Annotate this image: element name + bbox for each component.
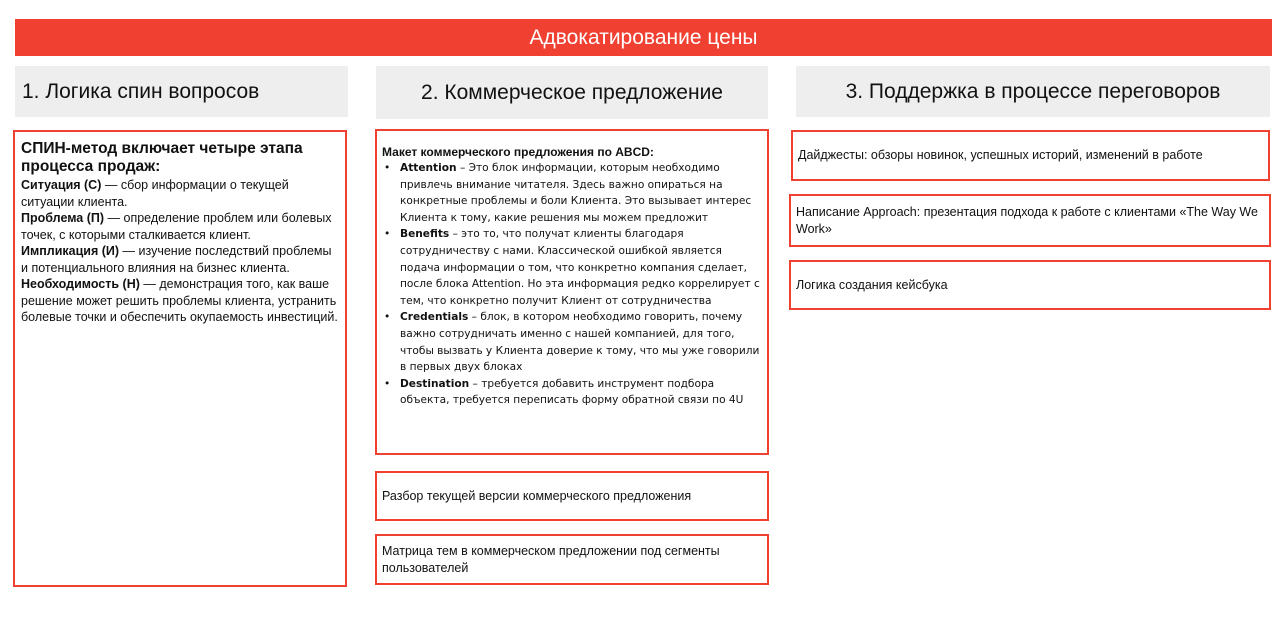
abcd-term: Attention [400, 162, 457, 174]
spin-title: СПИН-метод включает четыре этапа процесса продаж: [21, 140, 303, 175]
list-item [382, 309, 761, 375]
list-item [382, 226, 761, 309]
spin-term: Импликация (И) [21, 244, 120, 258]
abcd-text: – Это блок информации, которым необходимо привлечь внимание читателя. Здесь важно опираться на конкретные проблемы и боли Клиента. Это вызывает интерес Клиента к тому, какие решения мы можем предложит [400, 162, 752, 224]
spin-text: — демонстрация того, как ваше решение может решить проблемы клиента, устранить болевые точки и обеспечить окупаемость инвестиций. [21, 277, 338, 324]
spin-text: — сбор информации о текущей ситуации клиента. [21, 178, 289, 209]
abcd-title: Макет коммерческого предложения по ABCD: [382, 145, 654, 159]
abcd-term: Destination [400, 377, 470, 390]
spin-item [21, 177, 339, 210]
bullet-icon: • [384, 311, 391, 324]
topic-matrix-box [375, 534, 769, 585]
spin-term: Ситуация (С) [21, 178, 102, 192]
abcd-list [382, 160, 761, 409]
column-header-spin: 1. Логика спин вопросов [15, 66, 348, 117]
offer-review-text: Разбор текущей версии коммерческого предложения [382, 488, 692, 503]
topic-matrix-text: Матрица тем в коммерческом предложении под сегменты пользователей [382, 543, 720, 575]
digests-box [791, 130, 1270, 181]
abcd-term: Benefits [400, 228, 450, 241]
column-header-support: 3. Поддержка в процессе переговоров [796, 66, 1270, 117]
spin-term: Необходимость (Н) [21, 277, 140, 291]
spin-item [21, 243, 339, 276]
abcd-text: – блок, в котором необходимо говорить, почему важно сотрудничать именно с нашей компанией, для того, чтобы вызвать у Клиента доверие к тому, что мы уже говорили в первых двух блоках [400, 311, 760, 374]
page-title: Адвокатирование цены [15, 19, 1272, 56]
offer-review-box [375, 471, 769, 521]
spin-item [21, 210, 339, 243]
abcd-term: Credentials [400, 311, 469, 324]
approach-text: Написание Approach: презентация подхода к работе с клиентами «The Way We Work» [796, 204, 1258, 236]
spin-term: Проблема (П) [21, 211, 105, 225]
casebook-box [789, 260, 1271, 310]
list-item [382, 376, 761, 409]
abcd-layout-box [375, 129, 769, 455]
list-item [382, 160, 761, 226]
bullet-icon: • [384, 377, 391, 390]
casebook-text: Логика создания кейсбука [796, 277, 948, 292]
spin-text: — изучение последствий проблемы и потенциального влияния на бизнес клиента. [21, 244, 332, 275]
digests-text: Дайджесты: обзоры новинок, успешных историй, изменений в работе [798, 148, 1203, 162]
abcd-text: – это то, что получат клиенты благодаря сотрудничеству с нами. Классической ошибкой является подача информации о том, что конкретно компания сделает, после блока Attention. Но эта информация редко коррелирует с тем, что конкретно получит Клиент от сотрудничества [400, 228, 760, 307]
spin-item [21, 276, 339, 326]
spin-method-box [13, 130, 347, 587]
bullet-icon: • [384, 162, 391, 174]
bullet-icon: • [384, 228, 391, 241]
column-header-commercial: 2. Коммерческое предложение [376, 66, 768, 119]
spin-text: — определение проблем или болевых точек, с которыми сталкивается клиент. [21, 211, 332, 242]
abcd-text: – требуется добавить инструмент подбора объекта, требуется переписать форму обратной связи по 4U [400, 377, 744, 407]
approach-box [789, 194, 1271, 247]
